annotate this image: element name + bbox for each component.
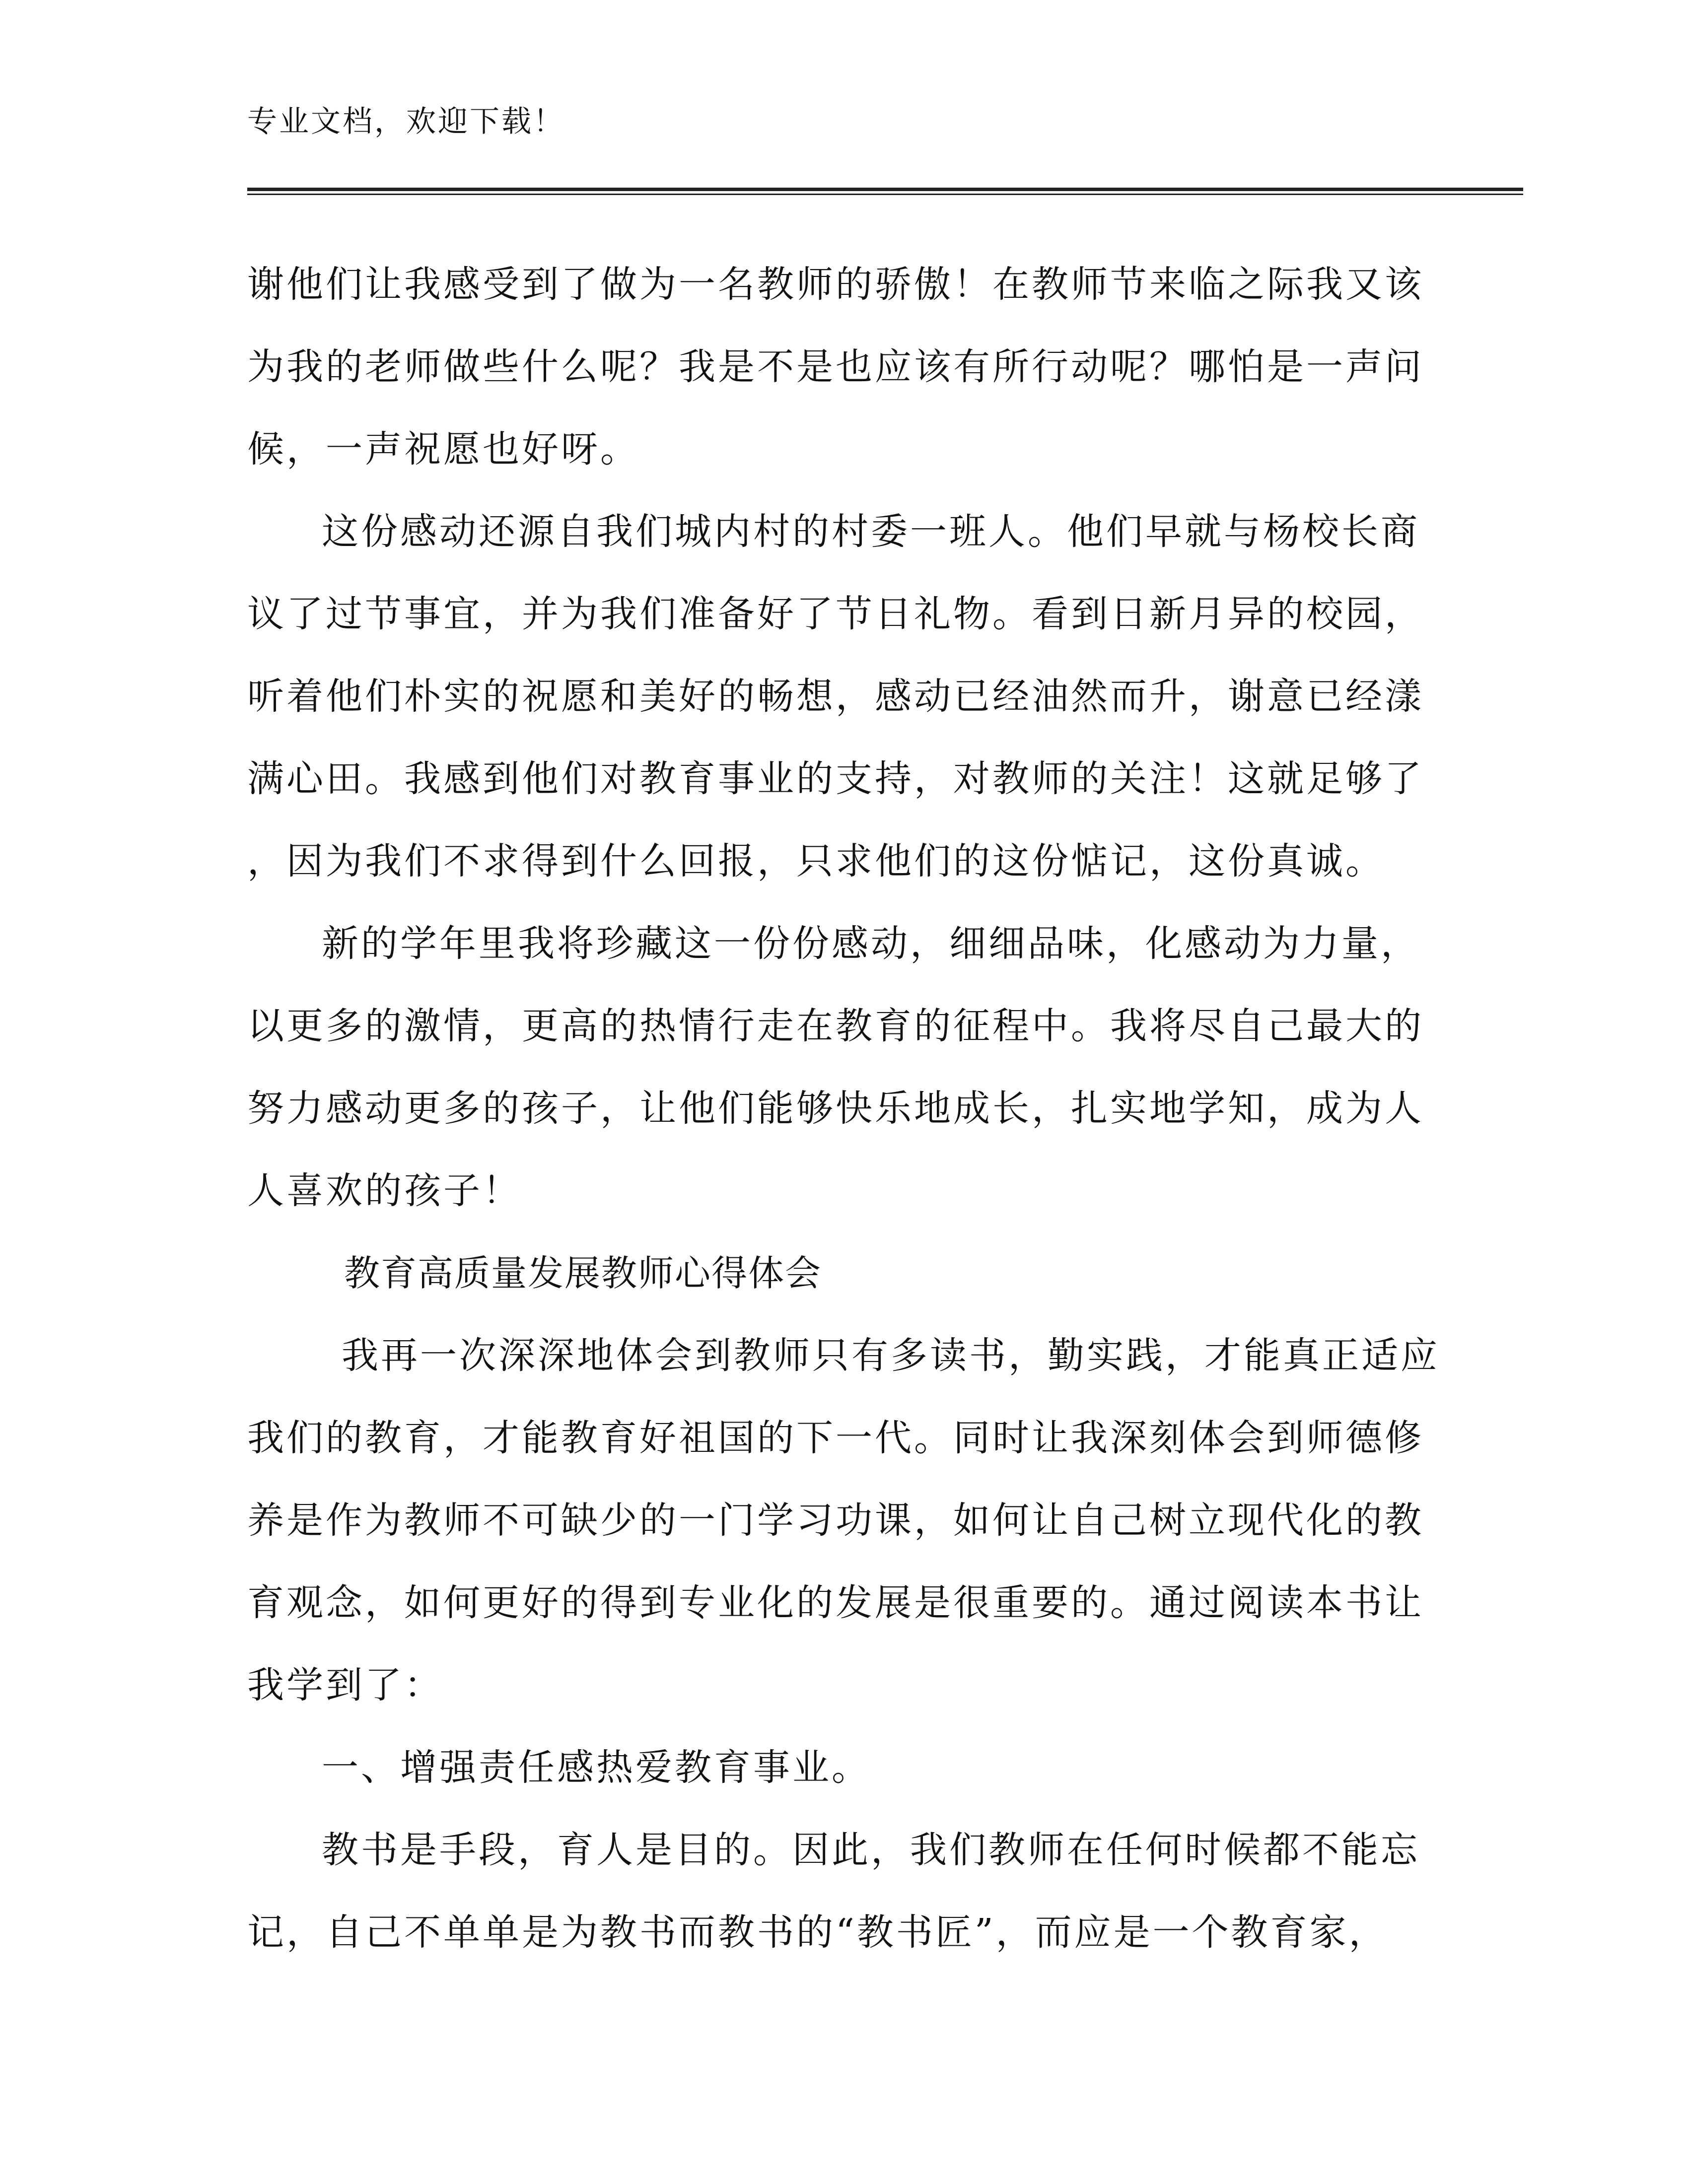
body-line: 一、增强责任感热爱教育事业。 — [322, 1746, 871, 1789]
header-divider-thick-line — [247, 188, 1523, 191]
body-line: 我学到了： — [247, 1664, 443, 1706]
body-line: 谢他们让我感受到了做为一名教师的骄傲！在教师节来临之际我又该 — [247, 263, 1424, 306]
body-line: 新的学年里我将珍藏这一份份感动，细细品味，化感动为力量， — [322, 922, 1420, 965]
body-line: 为我的老师做些什么呢？我是不是也应该有所行动呢？哪怕是一声问 — [247, 345, 1424, 388]
body-line: 记，自己不单单是为教书而教书的“教书匠”，而应是一个教育家， — [247, 1911, 1388, 1954]
page-header-text: 专业文档，欢迎下载！ — [247, 104, 565, 139]
section-title: 教育高质量发展教师心得体会 — [344, 1252, 822, 1294]
body-line: 议了过节事宜，并为我们准备好了节日礼物。看到日新月异的校园， — [247, 593, 1424, 635]
body-line: 我再一次深深地体会到教师只有多读书，勤实践，才能真正适应 — [342, 1334, 1440, 1377]
body-line: 育观念，如何更好的得到专业化的发展是很重要的。通过阅读本书让 — [247, 1581, 1424, 1624]
header-divider-thin-line — [247, 194, 1523, 195]
body-line: 满心田。我感到他们对教育事业的支持，对教师的关注！这就足够了 — [247, 757, 1424, 800]
body-line: 教书是手段，育人是目的。因此，我们教师在任何时候都不能忘 — [322, 1829, 1420, 1871]
body-line: 这份感动还源自我们城内村的村委一班人。他们早就与杨校长商 — [322, 510, 1420, 553]
body-line: 我们的教育，才能教育好祖国的下一代。同时让我深刻体会到师德修 — [247, 1417, 1424, 1459]
body-line: 听着他们朴实的祝愿和美好的畅想，感动已经油然而升，谢意已经漾 — [247, 675, 1424, 718]
header-divider — [247, 188, 1523, 197]
body-line: 养是作为教师不可缺少的一门学习功课，如何让自己树立现代化的教 — [247, 1499, 1424, 1542]
body-line: ，因为我们不求得到什么回报，只求他们的这份惦记，这份真诚。 — [247, 840, 1385, 883]
body-line: 人喜欢的孩子！ — [247, 1169, 522, 1212]
document-body — [247, 243, 1439, 1974]
body-line: 以更多的激情，更高的热情行走在教育的征程中。我将尽自己最大的 — [247, 1005, 1424, 1047]
body-line: 努力感动更多的孩子，让他们能够快乐地成长，扎实地学知，成为人 — [247, 1087, 1424, 1130]
body-line: 候，一声祝愿也好呀。 — [247, 428, 639, 471]
